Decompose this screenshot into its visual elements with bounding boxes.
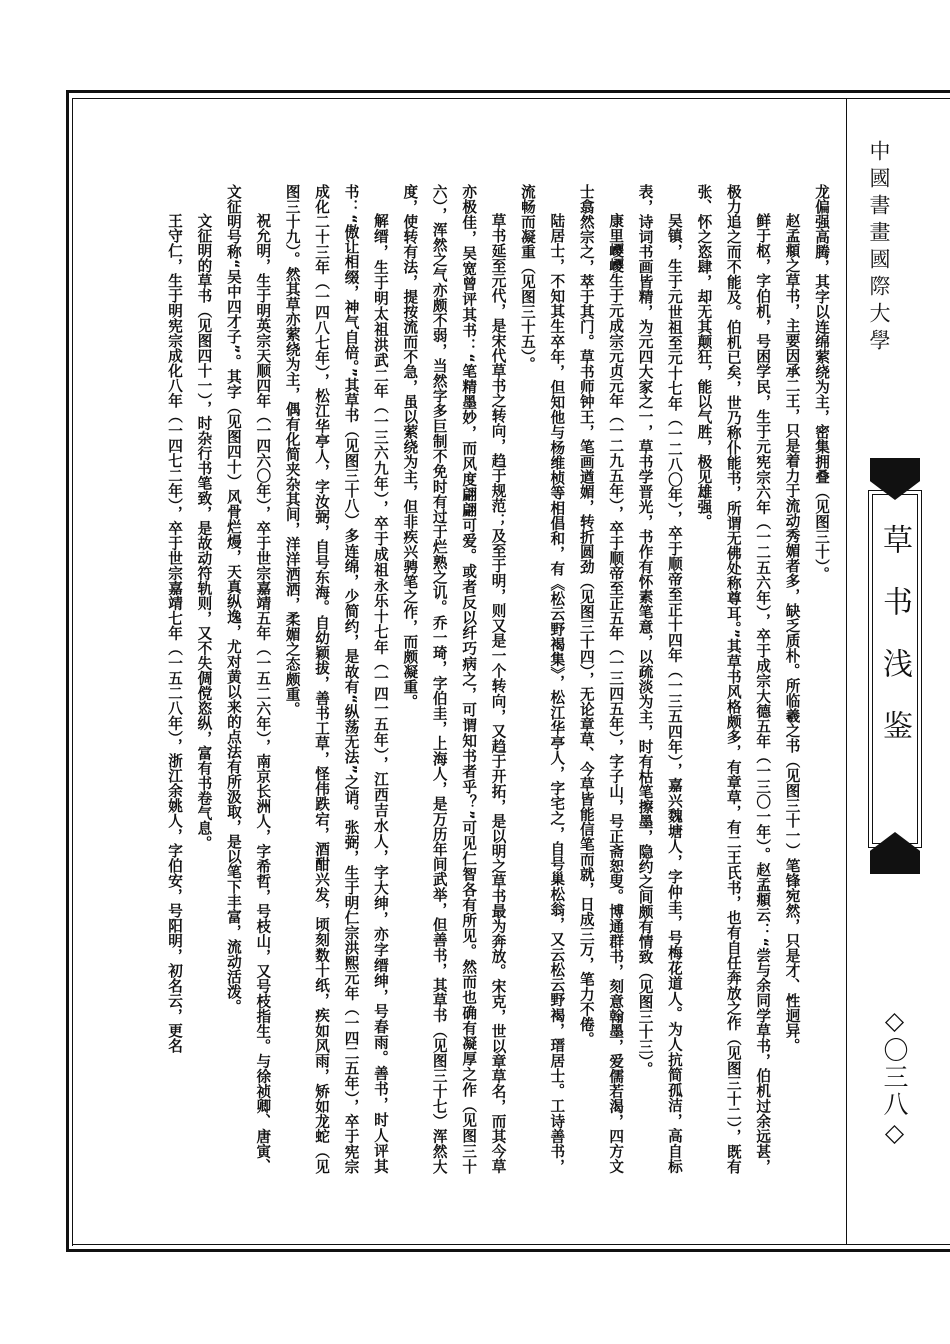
body-paragraph: 赵孟頫之草书，主要因承二王，只是着力于流动秀媚者多，缺乏质朴。所临羲之书（见图三十一）笔锋宛然，只是才、性迥异。 (783, 213, 801, 1054)
body-paragraph: 解缙，生于明太祖洪武二年（一三六九年），卒于成祖永乐十七年（一四一五年），江西吉水人，字大绅，亦字缙绅，号春雨。善书，时人评其书：“傲让相缀，神气自倍。”其草书（见图三十八）多连绵，少简约，是故有“纵荡无法”之诮。张弼，生于明仁宗洪熙元年（一四二五年），卒于宪宗成化二十三年（一四八七年），松江华亭人，字汝弼，自号东海。自幼颖拔，善书工草，怪伟跌宕，酒酣兴发，顷刻数十纸，疾如风雨，矫如龙蛇（见图三十九）。然其草亦萦绕为主，偶有化简夹杂其间，洋洋洒洒，柔媚之态颇重。 (283, 184, 389, 1174)
page-number: ◇〇三八◇ (880, 1006, 909, 1149)
body-paragraph: 陆居士，不知其生卒年，但知他与杨维桢等相倡和，有《松云野褐集》，松江华亭人，字宅之，自号巢松翁，又云松云野褐，瑨居士。工诗善书，流畅而凝重（见图三十五）。 (518, 184, 566, 1174)
page-frame-left-inner-rule (72, 98, 73, 1246)
university-name: 中國書畫國際大學 (867, 140, 891, 356)
section-title: 草书浅鉴 (877, 524, 912, 772)
body-paragraph: 吴镇，生于元世祖至元十七年（一二八〇年），卒于顺帝至正十四年（一三五四年），嘉兴魏塘人，字仲圭，号梅花道人。为人抗简孤洁，高自标表，诗词书画皆精，为元四大家之一，草书学晋光，书作有怀素笔意，以疏淡为主，时有枯笔擦墨，隐约之间颇有情致（见图三十三）。 (636, 184, 683, 1174)
page-frame-top-rule (66, 90, 950, 93)
body-paragraph: 康里巎巎生于元成宗元贞元年（一二九五年），卒于顺帝至正五年（一三四五年），字子山，号正斋恕叟。博通群书，刻意翰墨，爱儒若渴，四方文士翕然宗之，萃于其门。草书师钟王，笔画遒媚，转折圆劲（见图三十四），无论章草、今草皆能信笔而就，日成三万，笔力不倦。 (577, 184, 625, 1174)
body-paragraph: 鲜于枢，字伯机，号困学民，生于元宪宗六年（一二五六年），卒于成宗大德五年（一三〇一年）。赵孟頫云：“尝与余同学草书，伯机过余远甚，极力追之而不能及。伯机已矣，世乃称仆能书，所谓无佛处称尊耳。”其草书风格颇多，有章草，有二王氏书，也有自任奔放之作（见图三十二），既有张、怀之恣肆，却无其颠狂，能以气胜，极见雄强。 (695, 184, 772, 1174)
page-frame-bottom-inner-rule (72, 1244, 950, 1245)
body-text (96, 184, 836, 1174)
body-paragraph: 祝允明，生于明英宗天顺四年（一四六〇年），卒于世宗嘉靖五年（一五二六年），南京长洲人，字希哲，号枝山，又号枝指生。与徐祯卿、唐寅、文征明号称“吴中四才子”。其字（见图四十）风骨烂熳，天真纵逸，尤对黄以来的点法有所汲取，是以笔下丰富，流动活泼。 (224, 184, 272, 1174)
sidebar-divider (846, 98, 847, 1244)
page-frame-bottom-rule (66, 1249, 950, 1252)
page-frame-left-rule (66, 90, 69, 1252)
body-paragraph: 王守仁，生于明宪宗成化八年（一四七二年），卒于世宗嘉靖七年（一五二八年），浙江余姚人，字伯安，号阳明，初名云，更名 (166, 213, 184, 1054)
body-paragraph: 文征明的草书（见图四十一），时杂行书笔致，是故动符轨则，又不失倜傥恣纵，富有书卷气息。 (195, 213, 213, 851)
body-paragraph: 龙偏强高腾，其字以连绵萦绕为主，密集拥叠（见图三十）。 (813, 184, 830, 582)
body-paragraph: 草书延至元代，是宋代草书之转向，趋于规范；及至于明，则又是一个转向，又趋于开拓，是以明之草书最为奔放。宋克，世以章草名，而其今草亦极佳，吴宽曾评其书：“笔精墨妙，而风度翩翩可爱。或者反以纤巧病之，可谓知书者乎？”可见仁智各有所见。然而也确有凝厚之作（见图三十六），浑然之气亦颇不弱，当然字多巨制不免时有过于烂熟之讥。乔一琦，字伯圭，上海人，是万历年间武举，但善书，其草书（见图三十七）浑然大度，使转有法，提按流而不急，虽以萦绕为主，但非疾兴骋笔之作，而颇凝重。 (401, 184, 507, 1174)
page-frame-top-inner-rule (72, 98, 950, 99)
